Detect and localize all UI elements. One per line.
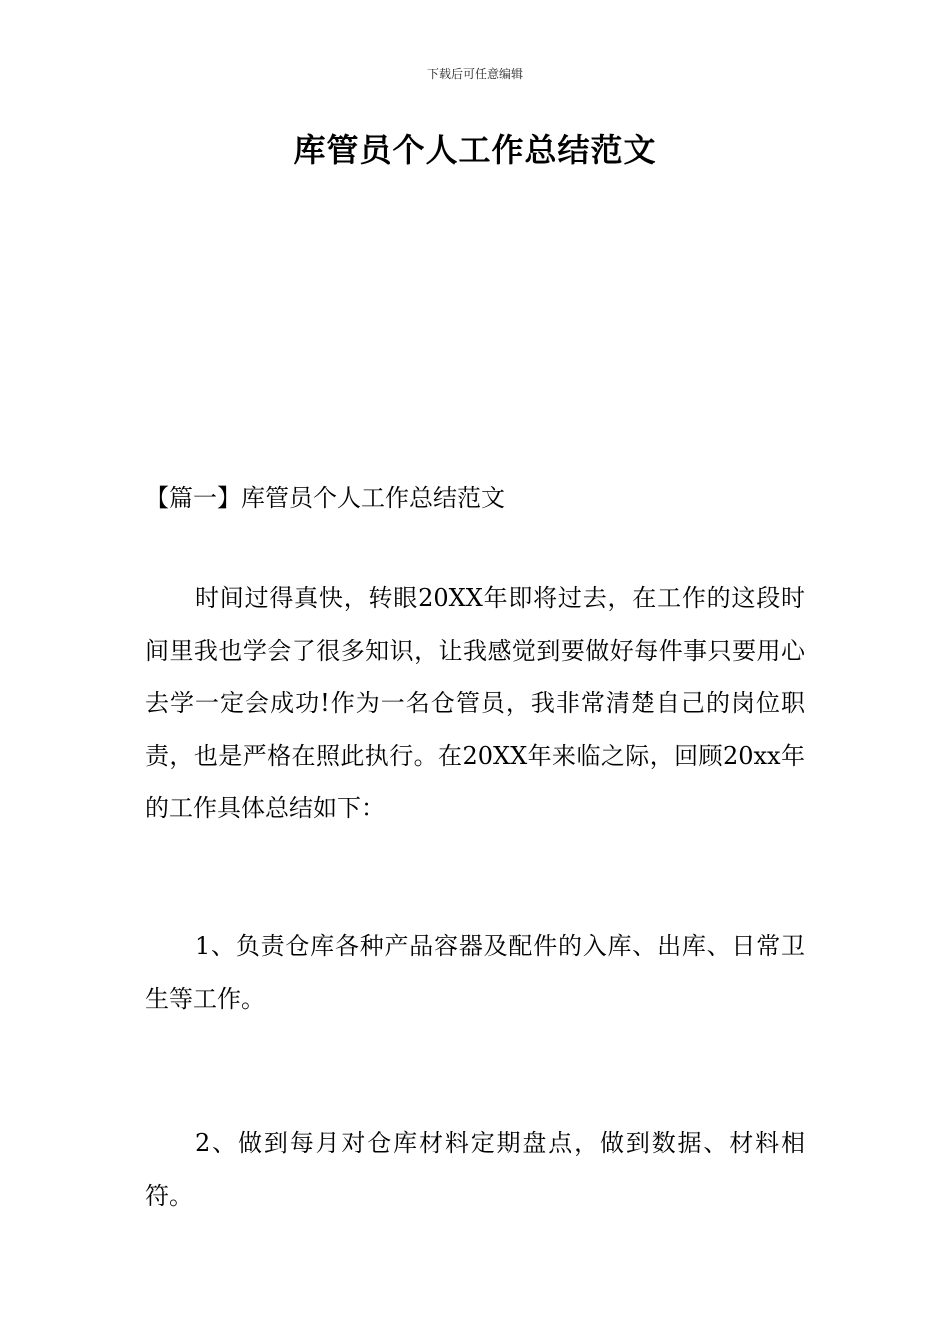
- paragraph-item-1: 1、负责仓库各种产品容器及配件的入库、出库、日常卫生等工作。: [145, 932, 805, 1013]
- page-header-note: 下载后可任意编辑: [426, 67, 523, 81]
- paragraph-intro: 时间过得真快，转眼20XX年即将过去，在工作的这段时间里我也学会了很多知识，让我感觉到要做好每件事只要用心去学一定会成功!作为一名仓管员，我非常清楚自己的岗位职责，也是严格在照此执行。在20XX年来临之际，回顾20xx年的工作具体总结如下：: [145, 584, 805, 822]
- paragraph-item-2: 2、做到每月对仓库材料定期盘点，做到数据、材料相符。: [145, 1129, 805, 1210]
- document-title: 库管员个人工作总结范文: [293, 131, 657, 169]
- section-heading: 【篇一】库管员个人工作总结范文: [145, 484, 505, 512]
